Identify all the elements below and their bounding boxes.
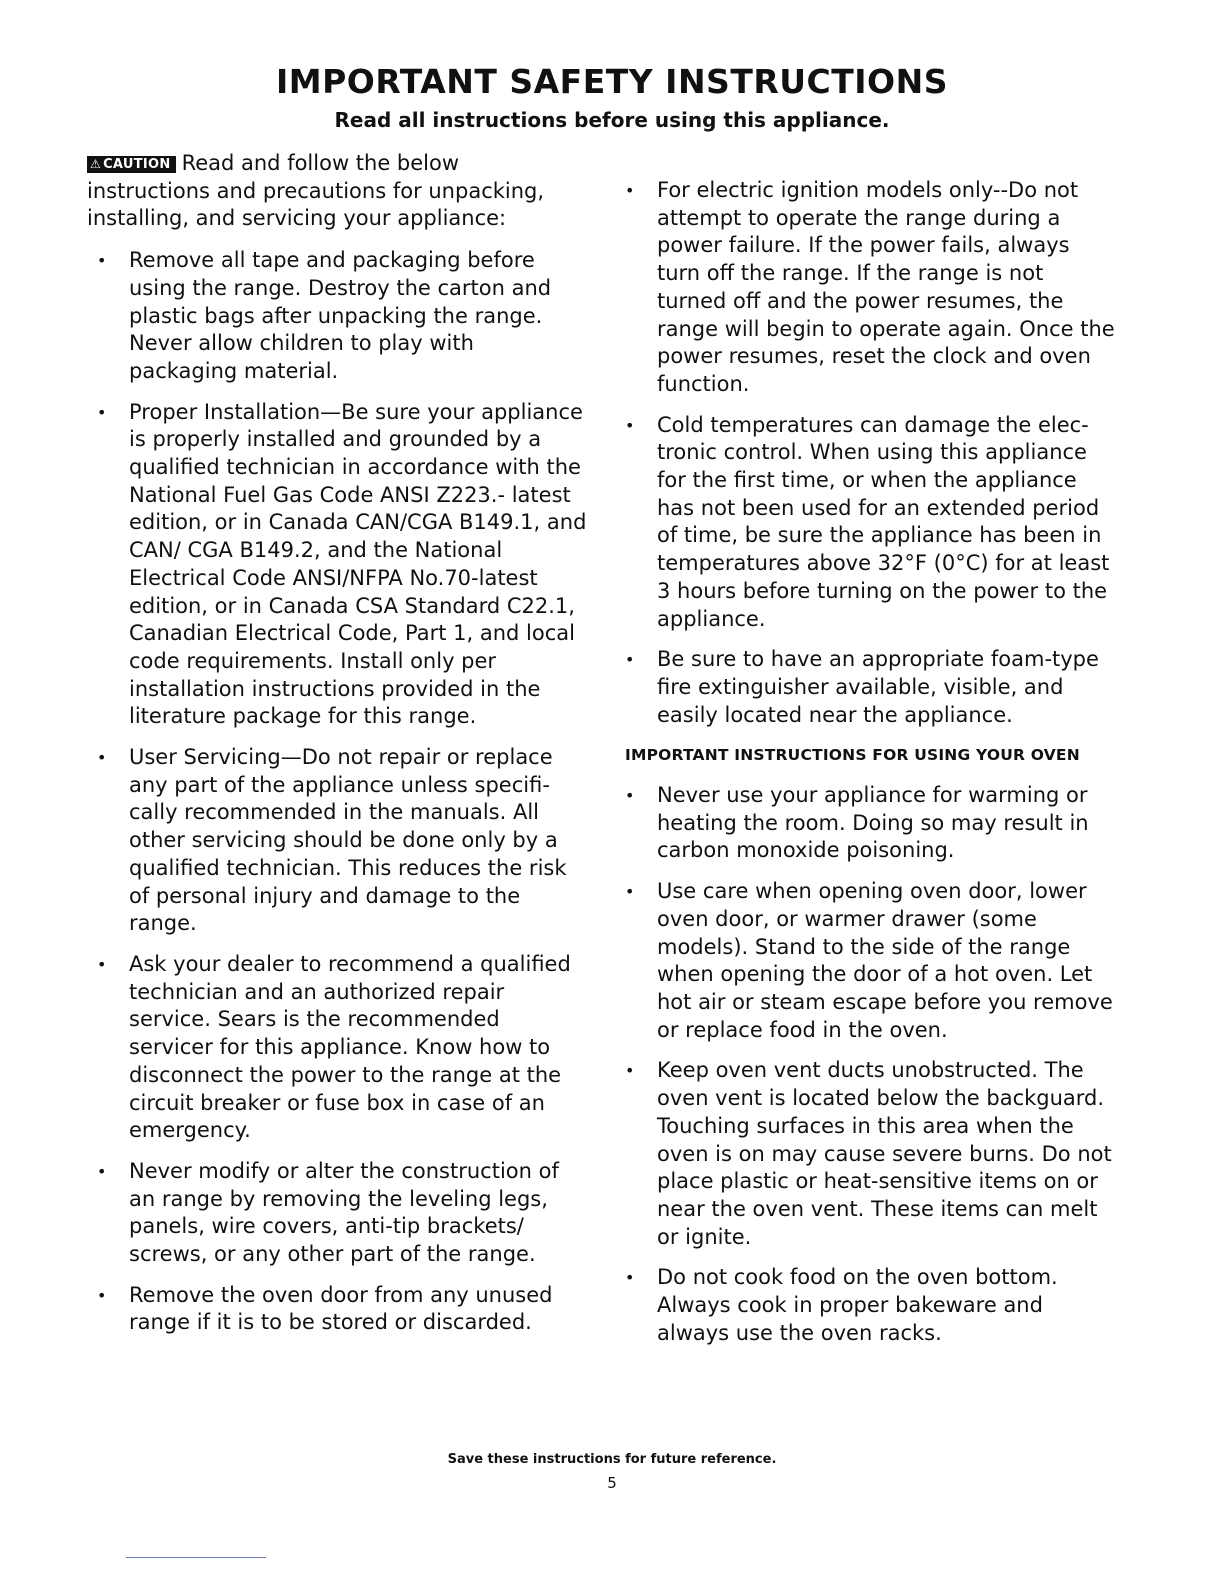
bullet-icon: • xyxy=(97,251,107,271)
list-item-text: Remove the oven door from any unused range if it is to be stored or discarded. xyxy=(129,1282,553,1335)
list-item-text: Proper Installation—Be sure your appliance is properly installed and grounded by a qualified technician in accordance with the National Fuel Gas Code ANSI Z223.- latest edition, or in Canada CAN/CGA B149.1, and CAN/ CGA B149.2, and the National Electrical Code ANSI/NFPA No.70-latest edition, or in Canada CSA Standard C22.1, Canadian Electrical Code, Part 1, and local code requirements. Install only per installation instructions provided in the literature package for this range. xyxy=(129,399,587,729)
page-number: 5 xyxy=(607,1474,617,1492)
caution-label: CAUTION xyxy=(103,157,171,172)
list-item xyxy=(615,177,1115,399)
list-item-text: Be sure to have an appropriate foam-type fire extinguisher available, visible, and easily located near the appliance. xyxy=(657,647,1099,727)
list-item-text: User Servicing—Do not repair or replace any part of the appliance unless specifi- cally recommended in the manuals. All other servicing should be done only by a qualified technician. This reduces the risk of personal injury and damage to the range. xyxy=(129,745,567,936)
bullet-icon: • xyxy=(625,181,635,200)
list-item xyxy=(615,646,1115,729)
list-item xyxy=(615,412,1115,634)
footer-note: Save these instructions for future reference. xyxy=(447,1452,777,1467)
list-item xyxy=(615,878,1115,1044)
right-bullet-list-bottom xyxy=(615,782,1115,1347)
list-item-text: Never modify or alter the construction of an range by removing the leveling legs, panels, wire covers, anti-tip brackets/ screws, or any other part of the range. xyxy=(129,1158,559,1267)
list-item xyxy=(87,744,587,938)
bullet-icon: • xyxy=(97,748,107,768)
bullet-icon: • xyxy=(97,1285,107,1305)
bullet-icon: • xyxy=(625,1268,635,1288)
bullet-icon: • xyxy=(625,882,635,902)
list-item xyxy=(87,951,587,1145)
bullet-icon: • xyxy=(625,786,635,806)
list-item-text: Do not cook food on the oven bottom. Always cook in proper bakeware and always use the oven racks. xyxy=(657,1265,1058,1345)
bullet-icon: • xyxy=(625,415,635,435)
bullet-icon: • xyxy=(625,650,635,670)
list-item-text: Use care when opening oven door, lower oven door, or warmer drawer (some models). Stand to the side of the range when opening the door of a hot oven. Let hot air or steam escape before you remove or replace food in the oven. xyxy=(657,879,1113,1042)
list-item-text: Remove all tape and packaging before using the range. Destroy the carton and plastic bags after unpacking the range. Never allow children to play with packaging material. xyxy=(129,248,552,383)
list-item-text: Ask your dealer to recommend a qualified technician and an authorized repair service. Sears is the recommended servicer for this appliance. Know how to disconnect the power to the range at the circuit breaker or fuse box in case of an emergency. xyxy=(129,951,571,1143)
page-subtitle: Read all instructions before using this appliance. xyxy=(334,108,890,132)
caution-intro-text: Read and follow the below instructions and precautions for unpacking, installing, and servicing your appliance: xyxy=(87,151,545,231)
list-item xyxy=(87,1282,587,1337)
list-item xyxy=(615,1057,1115,1251)
list-item xyxy=(87,247,587,386)
list-item xyxy=(615,1264,1115,1347)
list-item xyxy=(87,399,587,731)
right-bullet-list-top xyxy=(615,177,1115,729)
bullet-icon: • xyxy=(97,402,107,422)
right-column xyxy=(615,177,1115,1360)
caution-badge xyxy=(87,156,176,173)
list-item-text: For electric ignition models only--Do not attempt to operate the range during a power failure. If the power fails, always turn off the range. If the range is not turned off and the power resumes, the range will begin to operate again. Once the power resumes, reset the clock and oven function. xyxy=(657,178,1115,396)
list-item-text: Keep oven vent ducts unobstructed. The oven vent is located below the backguard. Touching surfaces in this area when the oven is on may cause severe burns. Do not place plastic or heat-sensitive items on or near the oven vent. These items can melt or ignite. xyxy=(657,1058,1112,1249)
list-item xyxy=(87,1158,587,1269)
left-bullet-list xyxy=(87,247,587,1337)
bullet-icon: • xyxy=(97,954,107,974)
left-column xyxy=(87,150,587,1350)
page-title: IMPORTANT SAFETY INSTRUCTIONS xyxy=(275,62,948,101)
bullet-icon: • xyxy=(625,1061,635,1081)
warning-triangle-icon: ⚠ xyxy=(90,157,102,171)
bullet-icon: • xyxy=(97,1161,107,1181)
list-item-text: Cold temperatures can damage the elec- tronic control. When using this appliance for the first time, or when the appliance has not been used for an extended period of time, be sure the appliance has been in temperatures above 32°F (0°C) for at least 3 hours before turning on the power to the appliance. xyxy=(657,412,1110,631)
divider-line xyxy=(126,1557,266,1558)
oven-section-heading: IMPORTANT INSTRUCTIONS FOR USING YOUR OVEN xyxy=(625,746,1080,765)
list-item-text: Never use your appliance for warming or heating the room. Doing so may result in carbon monoxide poisoning. xyxy=(657,783,1089,863)
list-item xyxy=(615,782,1115,865)
caution-intro xyxy=(87,150,587,233)
